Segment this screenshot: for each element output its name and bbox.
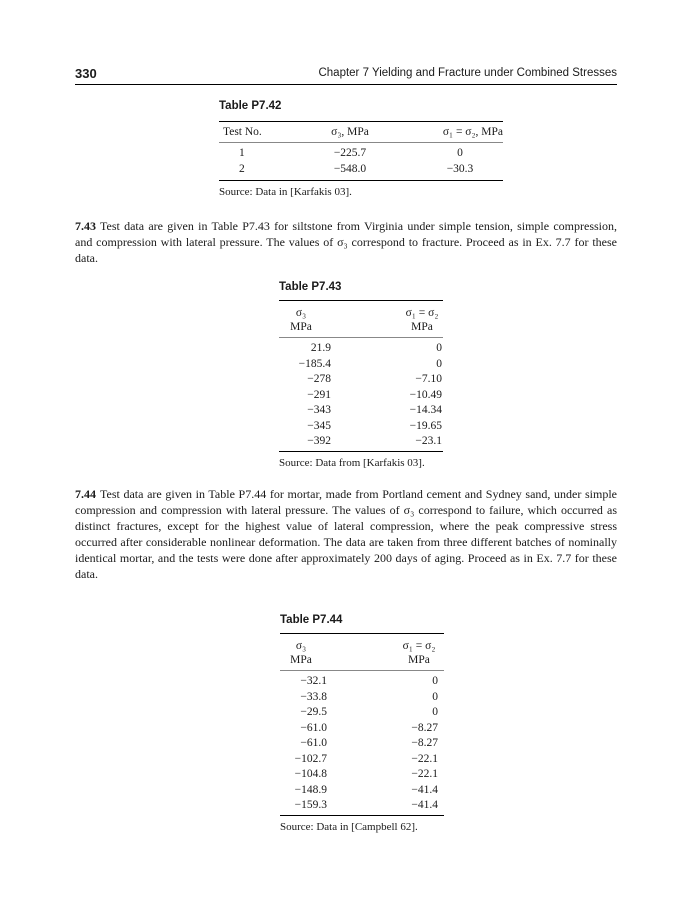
page-number: 330	[75, 66, 97, 81]
table-p743-title: Table P7.43	[279, 281, 342, 293]
table-cell-s12: −23.1	[415, 435, 442, 447]
table-p743-header-rule	[279, 337, 443, 338]
running-head: Chapter 7 Yielding and Fracture under Combined Stresses	[318, 67, 617, 79]
table-cell-s12: 0	[457, 147, 463, 159]
table-cell-s12: −22.1	[411, 768, 438, 780]
table-p744-header-s12-unit: MPa	[408, 654, 430, 666]
table-p742-header-s3: σ₃, MPa	[331, 126, 369, 138]
table-p743-source: Source: Data from [Karfakis 03].	[279, 457, 425, 469]
table-cell-s12: 0	[436, 357, 442, 370]
table-cell-s3: −29.5	[300, 706, 327, 718]
page-header	[75, 66, 617, 85]
problem-text: Test data are given in Table P7.44 for mortar, made from Portland cement and Sydney sand, under simple compression and compression with lateral pressure. The values of σ₃ correspond to failure, which occurred as distinct fractures, except for the highest value of lateral compression, where the peak compressive stress occurred after considerable nonlinear deformation. The data are taken from three different batches of nominally identical mortar, and the tests were done after approximately 200 days of aging. Proceed as in Ex. 7.7 for these data.	[75, 487, 617, 581]
table-cell-s3: −33.8	[300, 690, 327, 703]
table-p742-header-s12: σ₁ = σ₂, MPa	[442, 126, 503, 138]
table-cell-s12: −41.4	[411, 783, 438, 796]
table-cell-s12: 0	[432, 706, 438, 718]
table-cell-s12: −7.10	[415, 373, 442, 385]
table-p744-source: Source: Data in [Campbell 62].	[280, 821, 418, 833]
table-p744-header-s3: σ₃	[295, 640, 307, 652]
table-cell-s3: −159.3	[294, 799, 327, 811]
table-p742-header-rule	[219, 142, 503, 143]
table-cell-s3: −343	[307, 404, 331, 416]
table-cell-s12: −22.1	[411, 752, 438, 765]
table-cell-s12: −19.65	[409, 419, 442, 432]
table-p744-header-s3-unit: MPa	[290, 654, 312, 666]
table-cell-s12: −8.27	[411, 721, 438, 734]
table-cell-s3: −278	[307, 373, 331, 385]
table-cell-s3: 21.9	[310, 342, 331, 354]
table-p744-top-rule	[280, 633, 444, 634]
table-p743-header-s12: σ₁ = σ₂	[405, 307, 439, 319]
table-cell-s3: −102.7	[294, 752, 327, 765]
problem-7-43	[75, 218, 617, 266]
table-cell-s3: −291	[307, 388, 331, 401]
table-cell-s3: −148.9	[294, 783, 327, 796]
table-cell-s3: −104.8	[294, 768, 327, 780]
table-p742-bottom-rule	[219, 180, 503, 181]
table-cell-s3: −32.1	[300, 675, 327, 687]
table-cell-s3: −548.0	[333, 163, 367, 175]
table-cell-s12: −30.3	[446, 163, 474, 175]
table-cell-s12: 0	[432, 690, 438, 703]
problem-text: Test data are given in Table P7.43 for siltstone from Virginia under simple tension, simple compression, and compression with lateral pressure. The values of σ₃ correspond to fracture. Proceed as in Ex. 7.7 for these data.	[75, 219, 617, 265]
table-cell-s3: −61.0	[300, 737, 327, 749]
problem-number: 7.43	[75, 219, 96, 233]
table-cell-s12: −14.34	[409, 404, 442, 416]
table-p743-header-s12-unit: MPa	[411, 321, 433, 333]
table-cell-s3: −185.4	[298, 357, 331, 370]
table-p742-header-test: Test No.	[223, 126, 262, 138]
table-cell-s12: 0	[432, 675, 438, 687]
table-p743-header-s3: σ₃	[295, 307, 307, 319]
table-cell-test: 2	[239, 163, 245, 175]
table-p742-source: Source: Data in [Karfakis 03].	[219, 186, 352, 198]
table-p742-title: Table P7.42	[219, 100, 282, 112]
table-cell-s3: −392	[307, 435, 331, 447]
table-p744-title: Table P7.44	[280, 614, 343, 626]
table-p742-top-rule	[219, 121, 503, 122]
table-p744-header-rule	[280, 670, 444, 671]
table-p744-bottom-rule	[280, 815, 444, 816]
table-cell-s3: −225.7	[333, 147, 367, 159]
table-cell-s12: −10.49	[409, 388, 442, 401]
problem-number: 7.44	[75, 487, 96, 501]
table-cell-s3: −345	[307, 419, 331, 432]
table-p743-bottom-rule	[279, 451, 443, 452]
table-p744-header-s12: σ₁ = σ₂	[402, 640, 436, 652]
problem-7-44	[75, 486, 617, 582]
table-cell-s3: −61.0	[300, 721, 327, 734]
table-cell-test: 1	[239, 147, 245, 159]
table-cell-s12: −41.4	[411, 799, 438, 811]
table-p743-top-rule	[279, 300, 443, 301]
table-cell-s12: −8.27	[411, 737, 438, 749]
table-p743-header-s3-unit: MPa	[290, 321, 312, 333]
table-cell-s12: 0	[436, 342, 442, 354]
